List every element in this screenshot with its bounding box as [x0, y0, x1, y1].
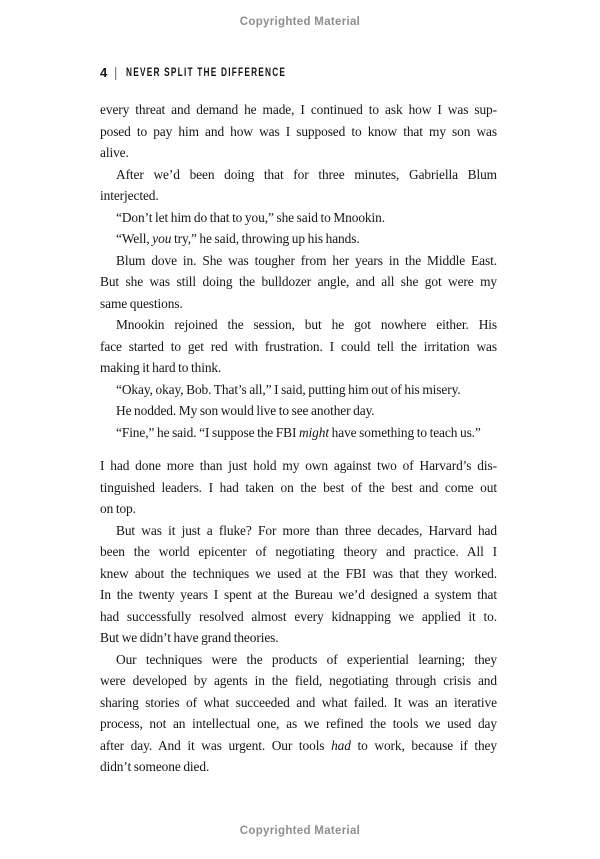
page-body — [100, 99, 497, 778]
text-line: “Well, you try,” he said, throwing up his hands. — [116, 231, 360, 246]
text-line: been the world epicenter of negotiating theory and practice. All I — [100, 544, 497, 559]
text-line: “Don’t let him do that to you,” she said to Mnookin. — [116, 209, 385, 225]
header-separator: | — [114, 64, 118, 80]
text-line: alive. — [100, 145, 129, 160]
text-line: making it hard to think. — [100, 360, 222, 375]
text-line: After we’d been doing that for three minutes, Gabriella Blum — [116, 166, 497, 182]
text-line: In the twenty years I spent at the Bureau we’d designed a system that — [100, 587, 497, 602]
text-line: had successfully resolved almost every kidnapping we applied it to. — [100, 608, 497, 624]
text-line: “Okay, okay, Bob. That’s all,” I said, putting him out of his misery. — [116, 381, 461, 397]
text-line: But she was still doing the bulldozer angle, and all she got were my — [100, 274, 497, 289]
text-line: tinguished leaders. I had taken on the best of the best and come out — [100, 479, 497, 495]
copyright-watermark-top: Copyrighted Material — [239, 16, 361, 28]
text-line: Mnookin rejoined the session, but he got nowhere either. His — [116, 317, 497, 332]
text-line: were developed by agents in the field, negotiating through crisis and — [100, 673, 497, 688]
text-line: after day. And it was urgent. Our tools had to work, because if they — [100, 737, 497, 753]
text-line: same questions. — [100, 295, 183, 311]
text-line: posed to pay him and how was I supposed to know that my son was — [100, 123, 497, 139]
text-line: interjected. — [100, 188, 159, 203]
text-line: He nodded. My son would live to see another day. — [116, 403, 375, 418]
text-line: Blum dove in. She was tougher from her years in the Middle East. — [116, 252, 497, 268]
text-line: on top. — [100, 501, 136, 516]
page-number: 4 — [100, 65, 108, 80]
text-line: I had done more than just hold my own against two of Harvard’s dis- — [100, 458, 497, 473]
text-line: But we didn’t have grand theories. — [100, 630, 279, 645]
text-line: Our techniques were the products of experiential learning; they — [116, 651, 497, 667]
running-header — [100, 64, 348, 81]
text-line: every threat and demand he made, I continued to ask how I was sup- — [100, 102, 497, 117]
text-line: didn’t someone died. — [100, 759, 210, 774]
text-line: “Fine,” he said. “I suppose the FBI might have something to teach us.” — [116, 424, 481, 440]
text-line: knew about the techniques we used at the FBI was that they worked. — [100, 565, 497, 581]
text-line: sharing stories of what succeeded and what failed. It was an iterative — [100, 694, 497, 710]
text-line: process, not an intellectual one, as we refined the tools we used day — [100, 716, 497, 731]
text-line: But was it just a fluke? For more than three decades, Harvard had — [116, 522, 497, 538]
copyright-watermark-bottom: Copyrighted Material — [239, 825, 361, 837]
book-title: NEVER SPLIT THE DIFFERENCE — [125, 66, 287, 79]
text-line: face started to get red with frustration. I could tell the irritation was — [100, 338, 497, 354]
